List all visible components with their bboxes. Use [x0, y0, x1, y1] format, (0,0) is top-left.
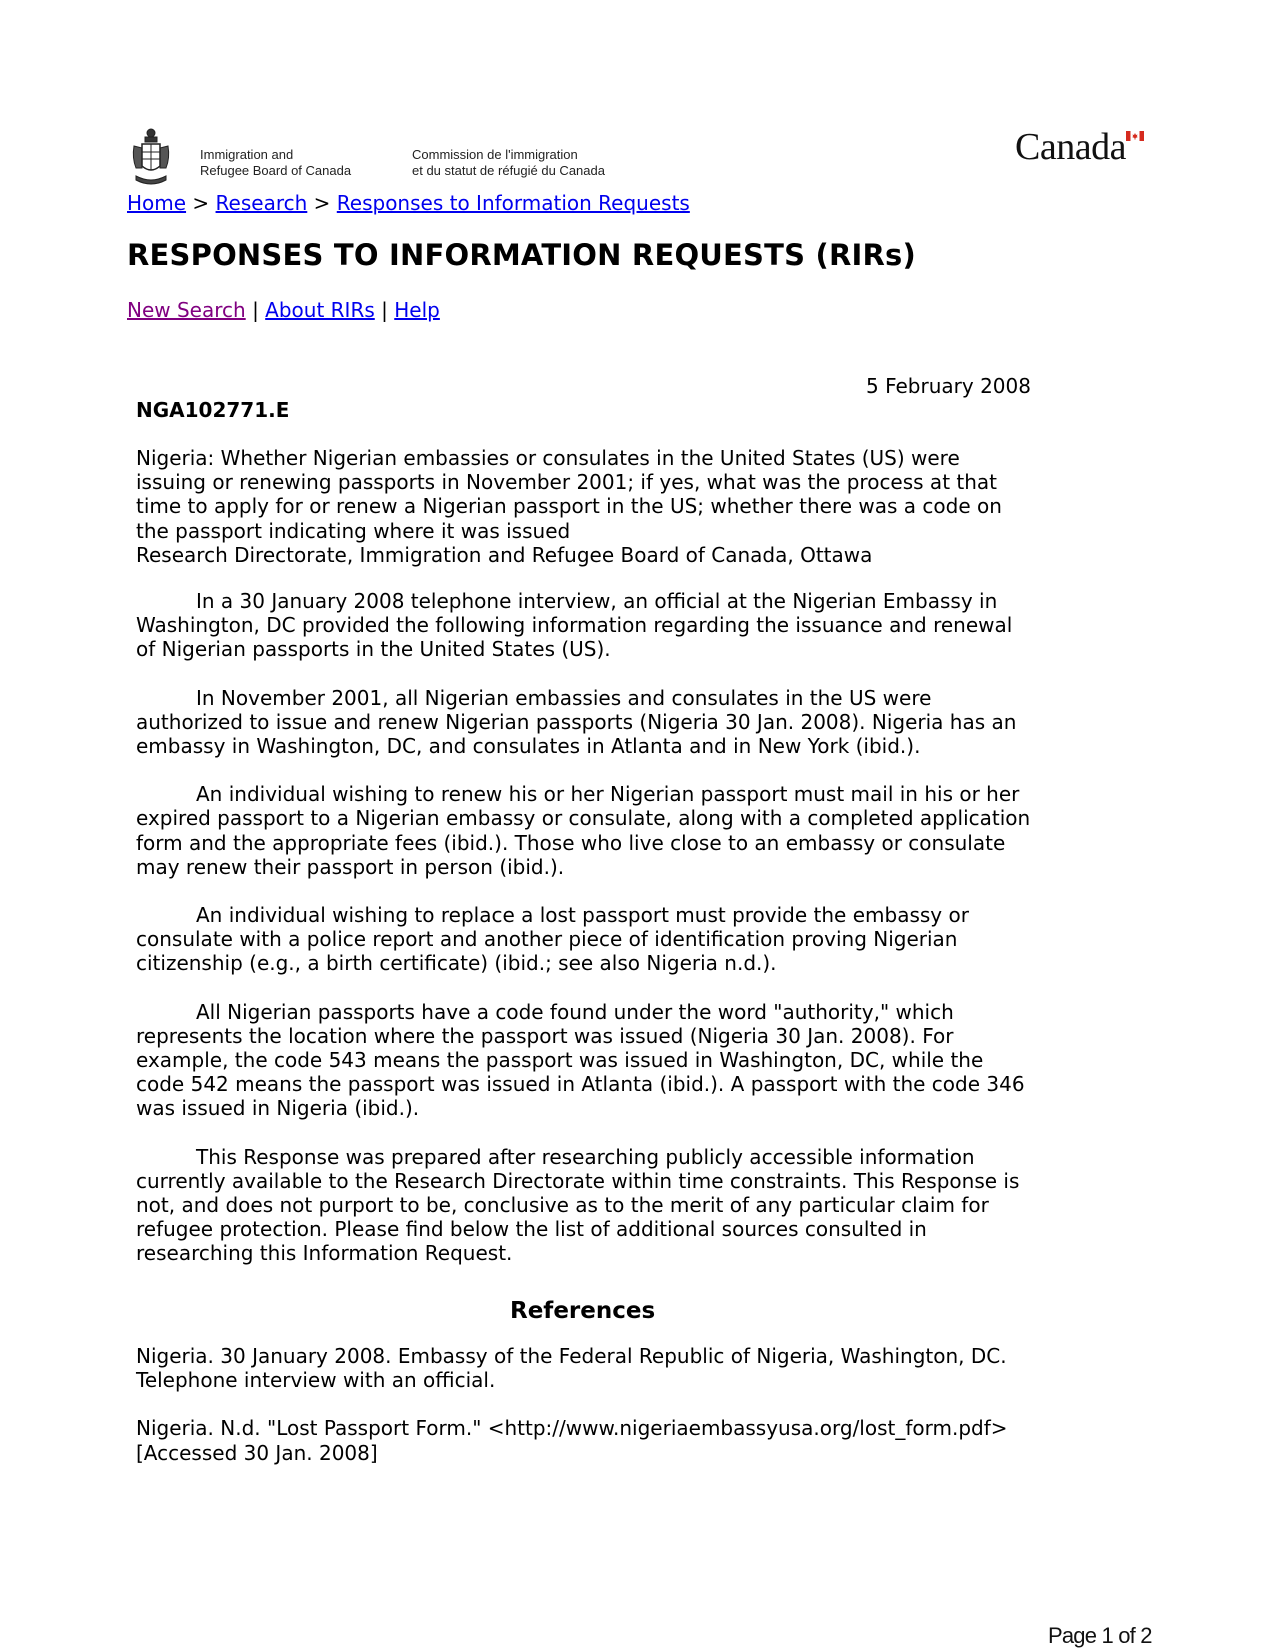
subnav-separator: | [381, 298, 388, 322]
references-heading: References [510, 1298, 656, 1324]
body-paragraph: In a 30 January 2008 telephone interview, an official at the Nigerian Embassy in Washington, DC provided the following information regarding the issuance and renewal of Nigerian passports in the United States (US). [136, 589, 1013, 662]
irb-name-french: Commission de l'immigration et du statut de réfugié du Canada [412, 147, 605, 178]
body-paragraph: In November 2001, all Nigerian embassies and consulates in the US were authorized to issue and renew Nigerian passports (Nigeria 30 Jan. 2008). Nigeria has an embassy in Washington, DC, and consulates in Atlanta and in New York (ibid.). [136, 685, 1017, 759]
breadcrumb-separator: > [192, 191, 210, 215]
document-body [136, 446, 1036, 1290]
document-subject-block [136, 446, 1036, 567]
references-list [136, 1344, 1036, 1489]
canada-wordmark: Canada [1015, 126, 1126, 168]
body-paragraph: This Response was prepared after researching publicly accessible information currently available to the Research Directorate within time constraints. This Response is not, and does not purport to be, conclusive as to the merit of any particular claim for refugee protection. Please find below the list of additional sources consulted in researching this Information Request. [136, 1144, 1020, 1266]
reference-item: Nigeria. N.d. "Lost Passport Form." <http://www.nigeriaembassyusa.org/lost_form.pdf> [Accessed 30 Jan. 2008] [136, 1416, 1008, 1465]
new-search-link[interactable]: New Search [127, 298, 246, 322]
document-source: Research Directorate, Immigration and Refugee Board of Canada, Ottawa [136, 542, 873, 567]
page-number: Page 1 of 2 [1048, 1623, 1152, 1648]
about-rirs-link[interactable]: About RIRs [265, 298, 375, 322]
subnav-separator: | [252, 298, 259, 322]
document-date: 5 February 2008 [866, 374, 1031, 398]
breadcrumb-research-link[interactable]: Research [215, 191, 308, 215]
reference-item: Nigeria. 30 January 2008. Embassy of the Federal Republic of Nigeria, Washington, DC. Telephone interview with an official. [136, 1344, 1007, 1393]
body-paragraph: All Nigerian passports have a code found under the word "authority," which represents the location where the passport was issued (Nigeria 30 Jan. 2008). For example, the code 543 means the passport was issued in Washington, DC, while the code 542 means the passport was issued in Atlanta (ibid.). A passport with the code 346 was issued in Nigeria (ibid.). [136, 999, 1025, 1121]
body-paragraph: An individual wishing to replace a lost passport must provide the embassy or consulate with a police report and another piece of identification proving Nigerian citizenship (e.g., a birth certificate) (ibid.; see also Nigeria n.d.). [136, 903, 969, 976]
irb-name-english: Immigration and Refugee Board of Canada [200, 147, 352, 178]
breadcrumb-separator: > [313, 191, 331, 215]
page-title: RESPONSES TO INFORMATION REQUESTS (RIRs) [127, 238, 916, 272]
document-subject: Nigeria: Whether Nigerian embassies or consulates in the United States (US) were issuing or renewing passports in November 2001; if yes, what was the process at that time to apply for or renew a Nigerian passport in the US; whether there was a code on the passport indicating where it was issued [136, 446, 1002, 543]
breadcrumb-home-link[interactable]: Home [127, 191, 187, 215]
body-paragraph: An individual wishing to renew his or her Nigerian passport must mail in his or her expired passport to a Nigerian embassy or consulate, along with a completed application form and the appropriate fees (ibid.). Those who live close to an embassy or consulate may renew their passport in person (ibid.). [136, 782, 1031, 879]
breadcrumb-rir-link[interactable]: Responses to Information Requests [336, 191, 690, 215]
coat-of-arms-icon [128, 128, 174, 188]
help-link[interactable]: Help [394, 298, 440, 322]
canada-flag-icon [1126, 131, 1144, 141]
breadcrumb [127, 190, 690, 216]
sub-navigation [127, 297, 440, 323]
document-id: NGA102771.E [136, 398, 290, 422]
